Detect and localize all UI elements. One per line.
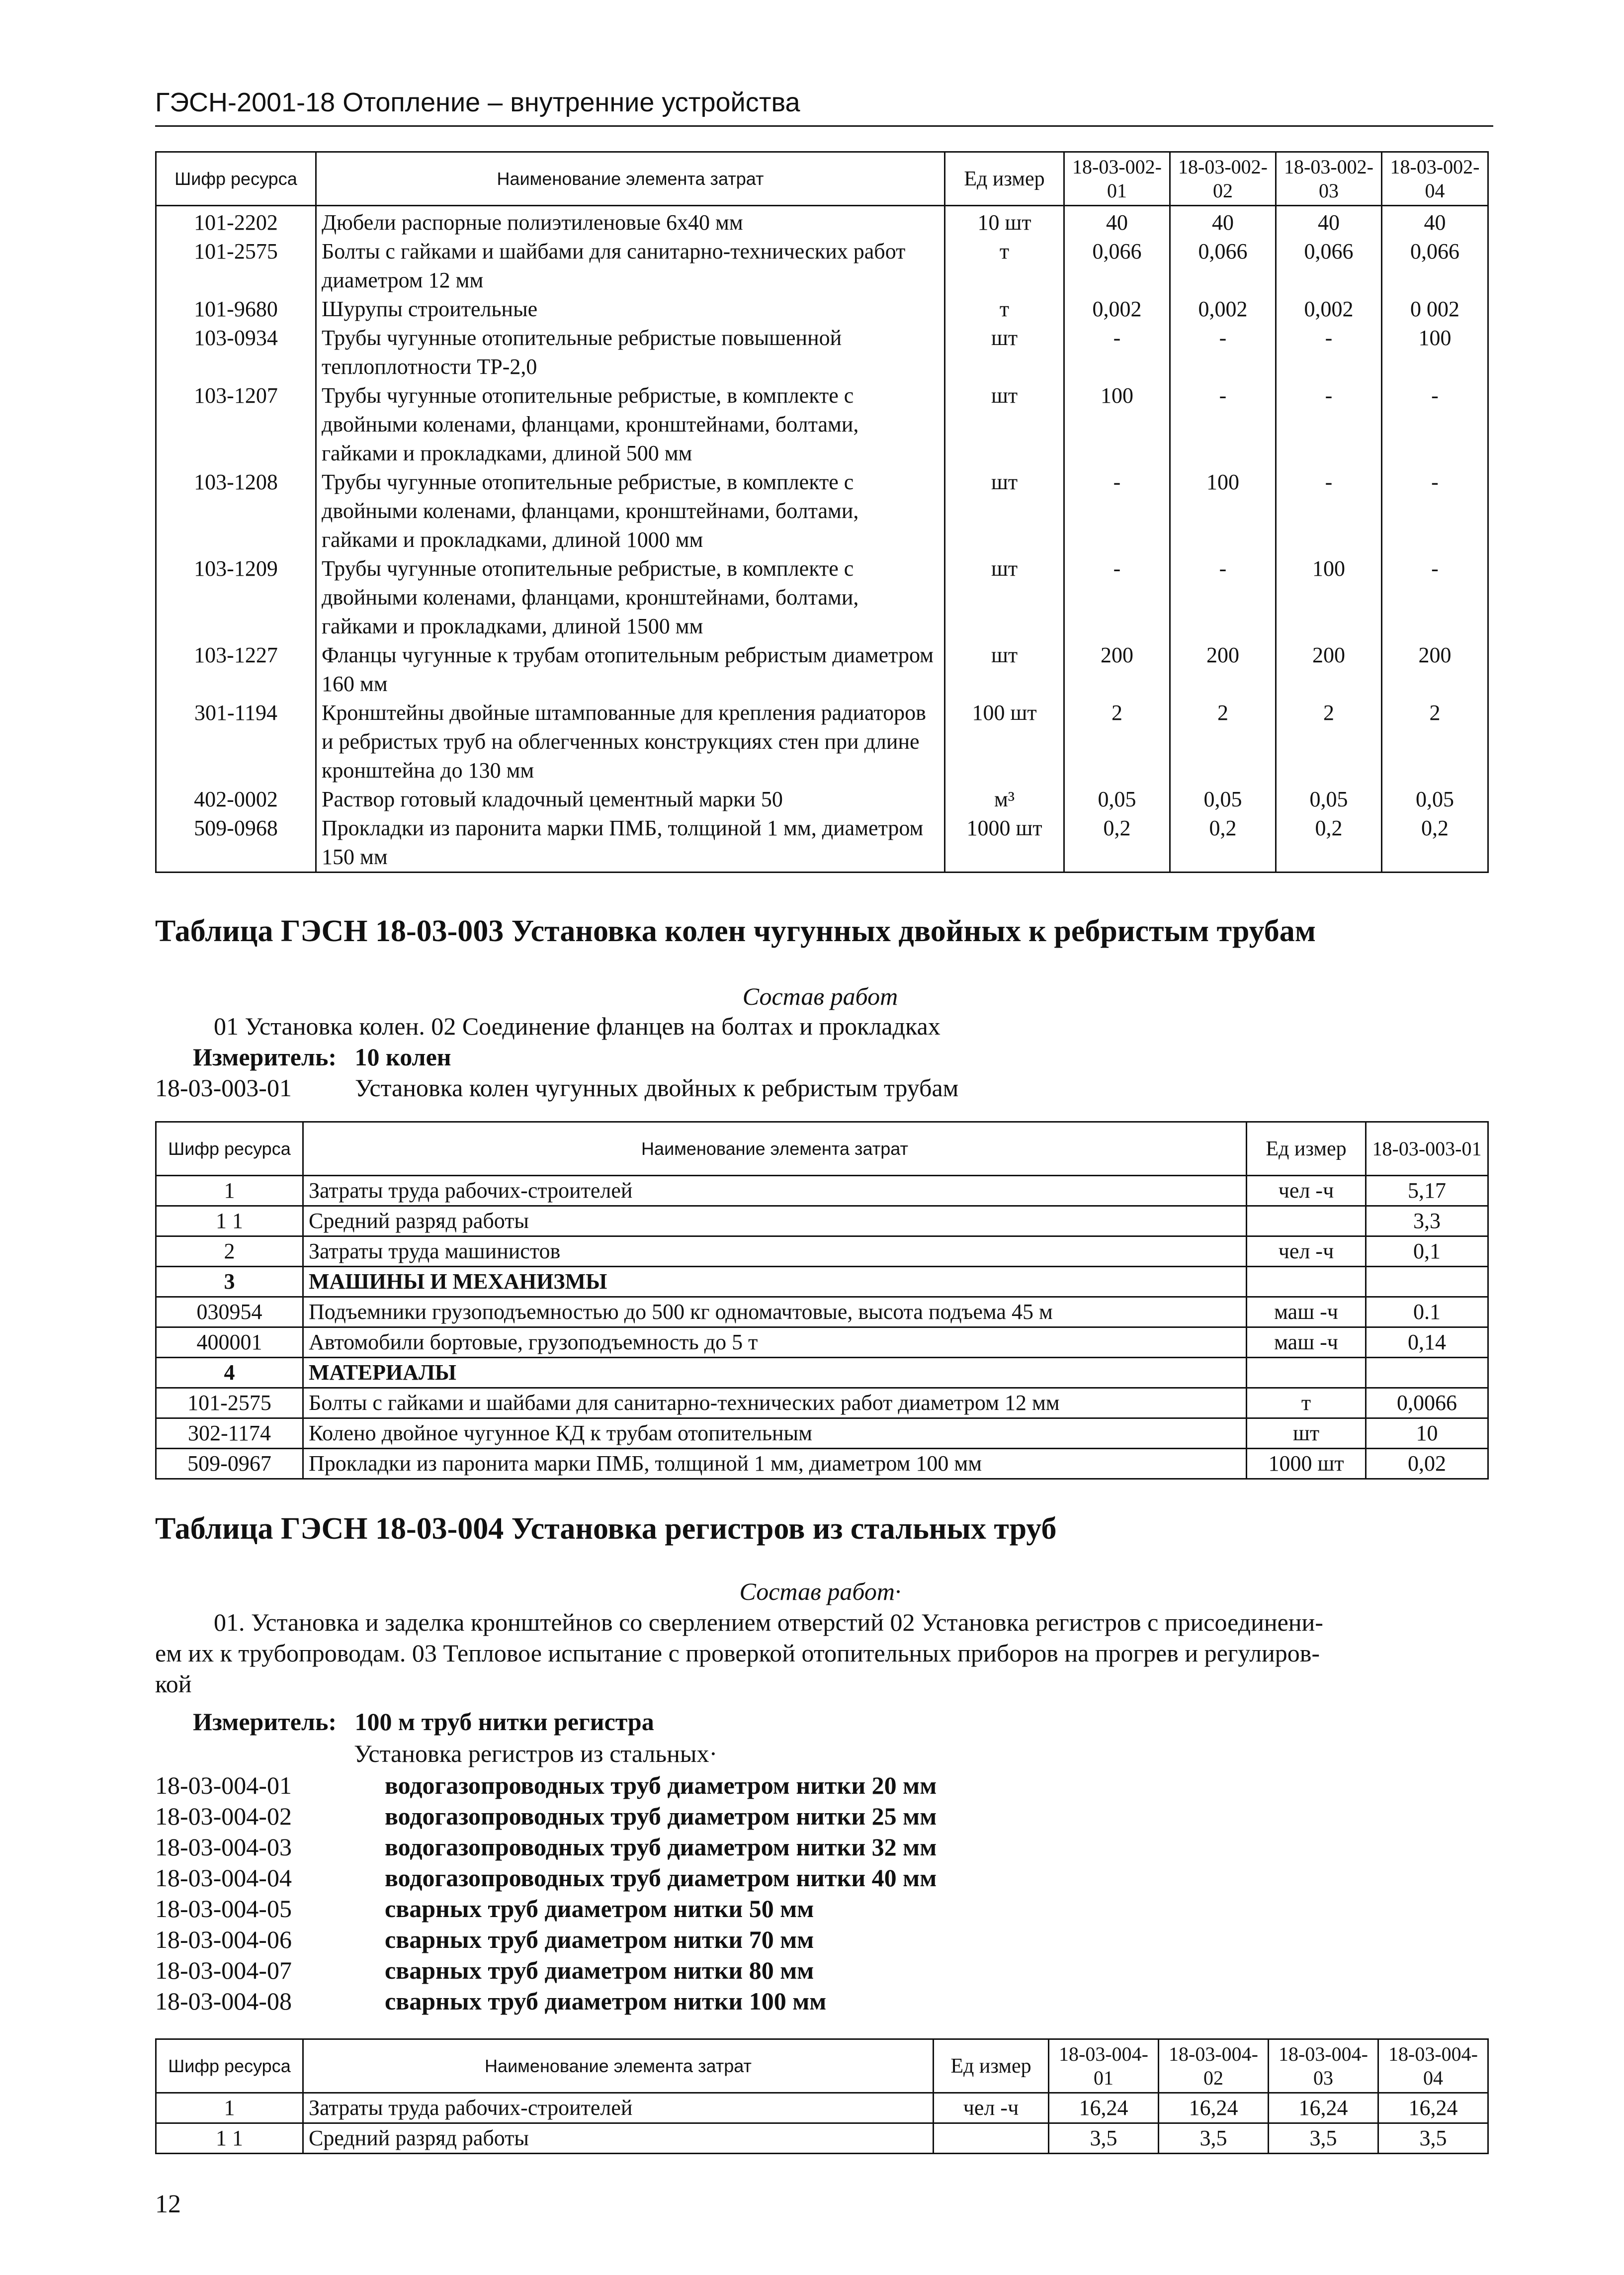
rate-value: 10: [1366, 1418, 1488, 1449]
item-text: водогазопроводных труб диаметром нитки 32 мм: [385, 1833, 937, 1861]
resource-name: Подъемники грузоподъемностью до 500 кг одномачтовые, высота подъема 45 м: [303, 1297, 1247, 1327]
resource-name: Раствор готовый кладочный цементный марки 50: [316, 785, 945, 814]
rate-value: [1366, 1358, 1488, 1388]
rate-value: 0,066: [1276, 237, 1382, 295]
resource-name: Прокладки из паронита марки ПМБ, толщиной 1 мм, диаметром 100 мм: [303, 1449, 1247, 1479]
resource-name: Затраты труда машинистов: [303, 1236, 1247, 1267]
table-row: [156, 295, 1488, 324]
item-code: 18-03-004-06: [155, 1925, 292, 1953]
list-item: [155, 1801, 937, 1832]
item-code: 18-03-003-01: [155, 1074, 292, 1102]
list-item: [155, 1893, 937, 1924]
item-text: водогазопроводных труб диаметром нитки 25 мм: [385, 1802, 937, 1830]
col-header-rate-1: 18-03-002-01: [1064, 152, 1170, 206]
rate-value: 200: [1064, 641, 1170, 699]
unit: т: [945, 295, 1064, 324]
rate-value: -: [1276, 324, 1382, 381]
list-item: [155, 1924, 937, 1955]
item-text: сварных труб диаметром нитки 70 мм: [385, 1925, 814, 1953]
rate-value: 100: [1170, 468, 1276, 554]
resource-name: Колено двойное чугунное КД к трубам отопительным: [303, 1418, 1247, 1449]
resource-code: 3: [156, 1267, 303, 1297]
unit: [934, 2123, 1049, 2154]
item-line: [155, 1072, 958, 1103]
table-title-18-03-004: Таблица ГЭСН 18-03-004 Установка регистров из стальных труб: [155, 1512, 1057, 1546]
rate-value: 16,24: [1049, 2093, 1159, 2123]
meter-label: Измеритель:: [193, 1043, 337, 1071]
table-body: [156, 2093, 1488, 2154]
rate-value: -: [1382, 381, 1488, 468]
table-row: [156, 554, 1488, 641]
resource-name: Прокладки из паронита марки ПМБ, толщиной 1 мм, диаметром 150 мм: [316, 814, 945, 873]
rate-value: 0,0066: [1366, 1388, 1488, 1418]
composition-text: [155, 1607, 1487, 1699]
rate-value: 0,14: [1366, 1327, 1488, 1358]
rate-value: 200: [1276, 641, 1382, 699]
table-row: [156, 814, 1488, 873]
rate-value: 0,05: [1276, 785, 1382, 814]
resource-table-18-03-003: [155, 1121, 1489, 1480]
rate-value: 0,2: [1170, 814, 1276, 873]
item-text: сварных труб диаметром нитки 100 мм: [385, 1987, 827, 2015]
item-code: 18-03-004-03: [155, 1833, 292, 1861]
unit: шт: [945, 324, 1064, 381]
unit: т: [945, 237, 1064, 295]
rate-value: 3,5: [1269, 2123, 1378, 2154]
item-list: [155, 1770, 937, 2016]
col-header-rate-1: 18-03-004-01: [1049, 2039, 1159, 2093]
col-header-rate-1: 18-03-003-01: [1366, 1122, 1488, 1176]
resource-code: 509-0968: [156, 814, 316, 873]
resource-code: 1: [156, 2093, 303, 2123]
table-row: [156, 641, 1488, 699]
col-header-unit: Ед измер: [945, 152, 1064, 206]
rate-value: 0,02: [1366, 1449, 1488, 1479]
col-header-rate-2: 18-03-002-02: [1170, 152, 1276, 206]
col-header-rate-2: 18-03-004-02: [1159, 2039, 1269, 2093]
resource-name: Автомобили бортовые, грузоподъемность до 5 т: [303, 1327, 1247, 1358]
table-row: [156, 1236, 1488, 1267]
resource-code: 103-1207: [156, 381, 316, 468]
rate-value: -: [1170, 324, 1276, 381]
table-row: [156, 1418, 1488, 1449]
resource-code: 103-1208: [156, 468, 316, 554]
item-text: водогазопроводных труб диаметром нитки 40 мм: [385, 1864, 937, 1892]
col-header-code: Шифр ресурса: [156, 2039, 303, 2093]
meter-label: Измеритель:: [193, 1708, 337, 1736]
table-row: [156, 2093, 1488, 2123]
unit: чел -ч: [934, 2093, 1049, 2123]
section-row: [156, 1358, 1488, 1388]
table-row: [156, 237, 1488, 295]
rate-value: -: [1064, 324, 1170, 381]
resource-name: Дюбели распорные полиэтиленовые 6х40 мм: [316, 206, 945, 238]
unit: м³: [945, 785, 1064, 814]
page-number: 12: [155, 2190, 181, 2218]
resource-code: 2: [156, 1236, 303, 1267]
meter-value: 10 колен: [354, 1043, 451, 1071]
resource-name: Затраты труда рабочих-строителей: [303, 1176, 1247, 1206]
meter-value: 100 м труб нитки регистра: [354, 1708, 654, 1736]
unit: [1247, 1358, 1366, 1388]
rate-value: 0,002: [1276, 295, 1382, 324]
composition-line: ем их к трубопроводам. 03 Тепловое испытание с проверкой отопительных приборов на прогрев и регулиров-: [155, 1639, 1320, 1667]
col-header-rate-4: 18-03-002-04: [1382, 152, 1488, 206]
resource-code: 103-0934: [156, 324, 316, 381]
rate-value: 16,24: [1269, 2093, 1378, 2123]
rate-value: 0,002: [1064, 295, 1170, 324]
rate-value: 2: [1064, 699, 1170, 785]
rate-value: [1366, 1267, 1488, 1297]
resource-code: 101-2575: [156, 237, 316, 295]
resource-name: Средний разряд работы: [303, 1206, 1247, 1236]
rate-value: 3,5: [1049, 2123, 1159, 2154]
resource-name: Трубы чугунные отопительные ребристые повышенной теплоплотности ТР-2,0: [316, 324, 945, 381]
list-item: [155, 1832, 937, 1862]
table-title-18-03-003: Таблица ГЭСН 18-03-003 Установка колен чугунных двойных к ребристым трубам: [155, 914, 1316, 948]
table-body: [156, 1176, 1488, 1479]
rate-value: -: [1382, 554, 1488, 641]
rate-value: -: [1382, 468, 1488, 554]
table-row: [156, 1327, 1488, 1358]
resource-name: Средний разряд работы: [303, 2123, 934, 2154]
composition-line: 01. Установка и заделка кронштейнов со сверлением отверстий 02 Установка регистров с присоединени-: [214, 1608, 1323, 1636]
table-row: [156, 1297, 1488, 1327]
rate-value: 0,066: [1064, 237, 1170, 295]
col-header-name: Наименование элемента затрат: [303, 1122, 1247, 1176]
unit: шт: [945, 554, 1064, 641]
resource-code: 1: [156, 1176, 303, 1206]
unit: [1247, 1206, 1366, 1236]
item-code: 18-03-004-04: [155, 1864, 292, 1892]
rate-value: -: [1064, 468, 1170, 554]
rate-value: 0,05: [1382, 785, 1488, 814]
table-row: [156, 1449, 1488, 1479]
resource-code: 400001: [156, 1327, 303, 1358]
rate-value: 100: [1064, 381, 1170, 468]
composition-heading: Состав работ·: [739, 1577, 901, 1605]
rate-value: 0.1: [1366, 1297, 1488, 1327]
composition-line: кой: [155, 1670, 192, 1698]
resource-code: 1 1: [156, 2123, 303, 2154]
header-rule: [155, 125, 1493, 127]
col-header-code: Шифр ресурса: [156, 1122, 303, 1176]
col-header-rate-4: 18-03-004-04: [1378, 2039, 1488, 2093]
resource-code: 4: [156, 1358, 303, 1388]
resource-code: 101-9680: [156, 295, 316, 324]
unit: 1000 шт: [1247, 1449, 1366, 1479]
resource-code: 030954: [156, 1297, 303, 1327]
resource-code: 301-1194: [156, 699, 316, 785]
item-code: 18-03-004-02: [155, 1802, 292, 1830]
table-row: [156, 2123, 1488, 2154]
rate-value: 3,5: [1159, 2123, 1269, 2154]
table-row: [156, 1176, 1488, 1206]
unit: чел -ч: [1247, 1176, 1366, 1206]
resource-code: 103-1209: [156, 554, 316, 641]
resource-name: Кронштейны двойные штампованные для крепления радиаторов и ребристых труб на облегченных конструкциях стен при длине кронштейна до 130 мм: [316, 699, 945, 785]
list-item: [155, 1770, 937, 1801]
table-row: [156, 785, 1488, 814]
rate-value: 0,05: [1170, 785, 1276, 814]
rate-value: -: [1276, 468, 1382, 554]
item-code: 18-03-004-05: [155, 1895, 292, 1923]
rate-value: 200: [1170, 641, 1276, 699]
rate-value: 0,2: [1276, 814, 1382, 873]
unit: т: [1247, 1388, 1366, 1418]
col-header-name: Наименование элемента затрат: [316, 152, 945, 206]
unit: шт: [945, 468, 1064, 554]
rate-value: -: [1064, 554, 1170, 641]
rate-value: 16,24: [1378, 2093, 1488, 2123]
resource-code: 101-2202: [156, 206, 316, 238]
rate-value: 3,3: [1366, 1206, 1488, 1236]
composition-heading: Состав работ: [742, 982, 898, 1010]
table-row: [156, 468, 1488, 554]
meter-line: [193, 1706, 654, 1737]
resource-name: Шурупы строительные: [316, 295, 945, 324]
item-code: 18-03-004-07: [155, 1956, 292, 1984]
unit: маш -ч: [1247, 1327, 1366, 1358]
rate-value: 2: [1276, 699, 1382, 785]
rate-value: 0,066: [1170, 237, 1276, 295]
resource-table-18-03-002: [155, 151, 1489, 873]
col-header-code: Шифр ресурса: [156, 152, 316, 206]
list-item: [155, 1986, 937, 2016]
unit: чел -ч: [1247, 1236, 1366, 1267]
resource-table-18-03-004: [155, 2038, 1489, 2154]
rate-value: 40: [1170, 206, 1276, 238]
unit: 100 шт: [945, 699, 1064, 785]
install-heading: Установка регистров из стальных·: [354, 1740, 718, 1767]
col-header-rate-3: 18-03-004-03: [1269, 2039, 1378, 2093]
resource-code: 509-0967: [156, 1449, 303, 1479]
col-header-unit: Ед измер: [1247, 1122, 1366, 1176]
rate-value: 0,066: [1382, 237, 1488, 295]
rate-value: 2: [1382, 699, 1488, 785]
resource-name: Трубы чугунные отопительные ребристые, в комплекте с двойными коленами, фланцами, кронштейнами, болтами, гайками и прокладками, длиной 1500 мм: [316, 554, 945, 641]
list-item: [155, 1862, 937, 1893]
rate-value: 40: [1382, 206, 1488, 238]
unit: 1000 шт: [945, 814, 1064, 873]
col-header-unit: Ед измер: [934, 2039, 1049, 2093]
item-text: Установка колен чугунных двойных к ребристым трубам: [355, 1074, 959, 1102]
rate-value: 2: [1170, 699, 1276, 785]
table-row: [156, 1206, 1488, 1236]
rate-value: 3,5: [1378, 2123, 1488, 2154]
item-text: сварных труб диаметром нитки 50 мм: [385, 1895, 814, 1923]
item-text: водогазопроводных труб диаметром нитки 20 мм: [385, 1771, 937, 1799]
rate-value: 100: [1382, 324, 1488, 381]
resource-name: Трубы чугунные отопительные ребристые, в комплекте с двойными коленами, фланцами, кронштейнами, болтами, гайками и прокладками, длиной 1000 мм: [316, 468, 945, 554]
table-row: [156, 381, 1488, 468]
rate-value: 0 002: [1382, 295, 1488, 324]
rate-value: 0,1: [1366, 1236, 1488, 1267]
rate-value: 0,2: [1382, 814, 1488, 873]
unit: маш -ч: [1247, 1297, 1366, 1327]
rate-value: 5,17: [1366, 1176, 1488, 1206]
rate-value: -: [1170, 554, 1276, 641]
unit: шт: [945, 641, 1064, 699]
composition-text: 01 Установка колен. 02 Соединение фланцев на болтах и прокладках: [214, 1012, 940, 1040]
resource-name: Фланцы чугунные к трубам отопительным ребристым диаметром 160 мм: [316, 641, 945, 699]
resource-code: 1 1: [156, 1206, 303, 1236]
section-row: [156, 1267, 1488, 1297]
rate-value: 40: [1276, 206, 1382, 238]
rate-value: 200: [1382, 641, 1488, 699]
resource-name: Болты с гайками и шайбами для санитарно-технических работ диаметром 12 мм: [303, 1388, 1247, 1418]
table-body: [156, 206, 1488, 873]
col-header-name: Наименование элемента затрат: [303, 2039, 934, 2093]
resource-code: 402-0002: [156, 785, 316, 814]
rate-value: 0,002: [1170, 295, 1276, 324]
unit: 10 шт: [945, 206, 1064, 238]
resource-code: 302-1174: [156, 1418, 303, 1449]
unit: шт: [1247, 1418, 1366, 1449]
running-header: ГЭСН-2001-18 Отопление – внутренние устройства: [155, 88, 800, 117]
item-code: 18-03-004-01: [155, 1771, 292, 1799]
table-row: [156, 206, 1488, 238]
rate-value: 0,2: [1064, 814, 1170, 873]
list-item: [155, 1955, 937, 1986]
resource-name: МАТЕРИАЛЫ: [303, 1358, 1247, 1388]
unit: шт: [945, 381, 1064, 468]
rate-value: 0,05: [1064, 785, 1170, 814]
resource-name: Трубы чугунные отопительные ребристые, в комплекте с двойными коленами, фланцами, кронштейнами, болтами, гайками и прокладками, длиной 500 мм: [316, 381, 945, 468]
rate-value: -: [1276, 381, 1382, 468]
item-code: 18-03-004-08: [155, 1987, 292, 2015]
table-row: [156, 324, 1488, 381]
item-text: сварных труб диаметром нитки 80 мм: [385, 1956, 814, 1984]
rate-value: 40: [1064, 206, 1170, 238]
table-row: [156, 1388, 1488, 1418]
meter-line: [193, 1042, 451, 1072]
resource-name: МАШИНЫ И МЕХАНИЗМЫ: [303, 1267, 1247, 1297]
rate-value: -: [1170, 381, 1276, 468]
unit: [1247, 1267, 1366, 1297]
resource-name: Затраты труда рабочих-строителей: [303, 2093, 934, 2123]
rate-value: 100: [1276, 554, 1382, 641]
resource-code: 103-1227: [156, 641, 316, 699]
resource-code: 101-2575: [156, 1388, 303, 1418]
col-header-rate-3: 18-03-002-03: [1276, 152, 1382, 206]
rate-value: 16,24: [1159, 2093, 1269, 2123]
table-row: [156, 699, 1488, 785]
resource-name: Болты с гайками и шайбами для санитарно-технических работ диаметром 12 мм: [316, 237, 945, 295]
